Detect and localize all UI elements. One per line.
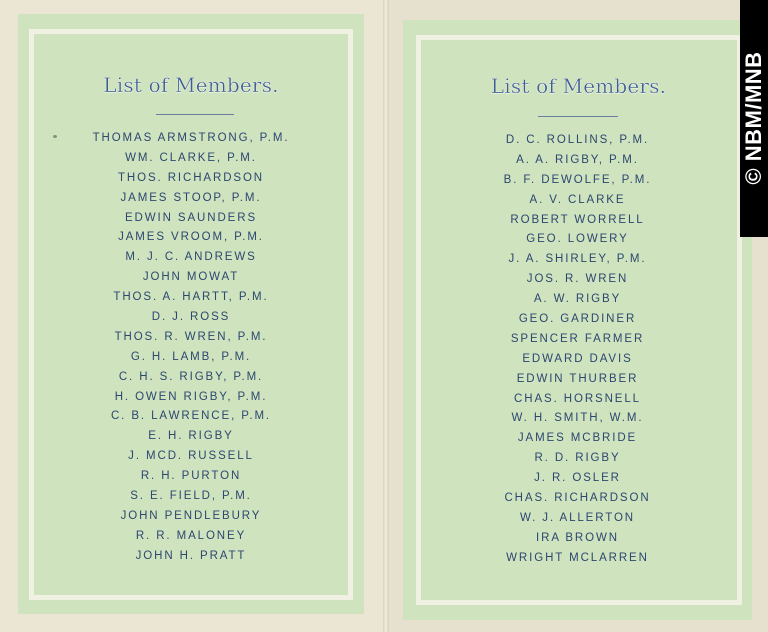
right-member-card	[403, 20, 752, 620]
member-name: G. H. LAMB, P.M.	[130, 350, 252, 363]
member-name: C. H. S. RIGBY, P.M.	[118, 370, 264, 383]
member-name: ROBERT WORRELL	[510, 213, 645, 226]
member-name: WM. CLARKE, P.M.	[125, 151, 257, 164]
member-name: GEO. LOWERY	[526, 233, 629, 246]
member-name: JAMES MCBRIDE	[517, 432, 638, 445]
member-name: SPENCER FARMER	[510, 332, 645, 345]
member-name: CHAS. RICHARDSON	[504, 492, 651, 505]
member-name: S. E. FIELD, P.M.	[130, 490, 252, 503]
member-name: E. H. RIGBY	[148, 430, 234, 443]
member-name: D. C. ROLLINS, P.M.	[505, 134, 650, 146]
member-name: W. H. SMITH, W.M.	[511, 412, 644, 425]
right-member-list	[403, 131, 752, 569]
member-name: THOMAS ARMSTRONG, P.M.	[92, 132, 290, 144]
member-name: J. MCD. RUSSELL	[128, 450, 254, 463]
member-name: R. H. PURTON	[140, 470, 242, 483]
member-name: JAMES VROOM, P.M.	[118, 231, 264, 244]
member-name: R. R. MALONEY	[135, 529, 247, 542]
member-name: JOHN MOWAT	[142, 271, 240, 284]
member-name: A. A. RIGBY, P.M.	[516, 153, 639, 166]
member-name: JOHN PENDLEBURY	[120, 509, 262, 522]
member-name: B. F. DEWOLFE, P.M.	[503, 173, 652, 186]
left-list-title: List of Members.	[103, 73, 279, 97]
member-name: A. V. CLARKE	[529, 193, 626, 206]
member-name: H. OWEN RIGBY, P.M.	[114, 390, 268, 403]
member-name: JOHN H. PRATT	[135, 549, 247, 562]
member-name: C. B. LAWRENCE, P.M.	[110, 410, 272, 423]
member-name: WRIGHT MCLARREN	[506, 551, 649, 564]
member-name: THOS. R. WREN, P.M.	[114, 330, 268, 343]
member-name: A. W. RIGBY	[533, 293, 622, 306]
copyright-watermark-text: © NBM/MNB	[741, 51, 766, 185]
member-name: JAMES STOOP, P.M.	[120, 191, 262, 204]
member-name: THOS. RICHARDSON	[117, 171, 265, 184]
left-member-card	[18, 14, 364, 614]
member-name: EDWARD DAVIS	[522, 352, 633, 365]
left-title-rule	[156, 114, 234, 115]
member-name: M. J. C. ANDREWS	[125, 251, 257, 264]
member-name: J. R. OSLER	[534, 472, 621, 485]
member-name: GEO. GARDINER	[518, 313, 637, 326]
member-name: THOS. A. HARTT, P.M.	[113, 291, 269, 304]
member-name: W. J. ALLERTON	[519, 511, 635, 524]
member-name: D. J. ROSS	[151, 311, 231, 324]
right-list-title: List of Members.	[490, 74, 667, 98]
member-name: CHAS. HORSNELL	[514, 392, 641, 405]
book-gutter	[383, 0, 389, 632]
right-title-rule	[538, 116, 618, 117]
member-name: R. D. RIGBY	[534, 452, 621, 465]
member-name: JOS. R. WREN	[526, 273, 629, 286]
left-member-list	[18, 129, 364, 567]
paper-speck	[53, 135, 57, 138]
member-name: IRA BROWN	[536, 531, 619, 544]
member-name: EDWIN SAUNDERS	[124, 211, 258, 224]
member-name: EDWIN THURBER	[516, 372, 639, 385]
member-name: J. A. SHIRLEY, P.M.	[508, 253, 647, 266]
